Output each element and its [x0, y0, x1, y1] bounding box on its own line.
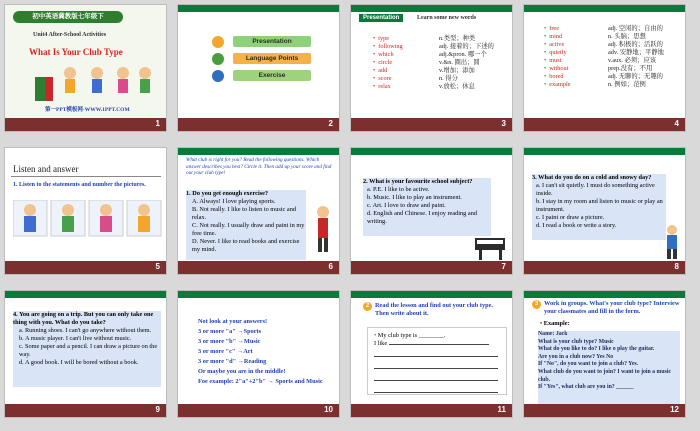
top-bar: [524, 5, 685, 12]
slide-thumbnail-5[interactable]: [4, 147, 167, 275]
answer-option[interactable]: c. Art. I love to draw and paint.: [367, 202, 446, 209]
answer-option[interactable]: a. Running shoes. I can't go anywhere without them.: [19, 327, 152, 334]
rule-line: Not look at your answers!: [198, 318, 268, 325]
slide-thumbnail-6[interactable]: [177, 147, 340, 275]
meaning-item: adj.&pron. 哪一个: [439, 51, 487, 58]
picture-row: [13, 200, 163, 238]
word-item: • type: [373, 35, 403, 43]
answer-option[interactable]: D. Never. I like to read books and exercise my mind.: [192, 238, 300, 253]
slide-number: 5: [155, 262, 160, 271]
answer-option[interactable]: a. P.E. I like to be active.: [367, 186, 430, 193]
menu-item-presentation[interactable]: Presentation: [233, 36, 311, 47]
question-box: [13, 311, 161, 387]
slide-thumbnail-10[interactable]: [177, 290, 340, 418]
top-bar: [524, 291, 685, 298]
menu-item-exercise[interactable]: Exercise: [233, 70, 311, 81]
slide-number: 12: [670, 405, 679, 414]
meaning-list: [608, 25, 664, 89]
rule-line: 3 or more "c" →Art: [198, 348, 253, 355]
word-item: • circle: [373, 59, 403, 67]
writing-line[interactable]: [374, 384, 500, 396]
word-item: • which: [373, 51, 403, 59]
meaning-item: v.增加；添加: [439, 67, 475, 74]
slide-strip: [351, 261, 512, 274]
lesson-title: What Is Your Club Type: [29, 47, 123, 57]
word-item: • without: [544, 65, 571, 73]
slide-strip: [524, 261, 685, 274]
slide-thumbnail-7[interactable]: [350, 147, 513, 275]
answer-option[interactable]: C. Not really. I usually draw and paint in my free time.: [192, 222, 305, 237]
musician-illustration: [660, 224, 684, 260]
answer-option[interactable]: c. Some paper and a pencil. I can draw a picture on the way.: [19, 343, 158, 358]
slide-thumbnail-9[interactable]: [4, 290, 167, 418]
scoring-rules: [198, 317, 323, 387]
rule-line: 3 or more "b" →Music: [198, 338, 261, 345]
word-item: • score: [373, 75, 403, 83]
word-item: • must: [544, 57, 571, 65]
meaning-item: adj. 积极的；活跃的: [608, 41, 663, 48]
slide-strip: [524, 404, 685, 417]
meaning-item: n.类型；种类: [439, 35, 476, 42]
title-banner: 初中英语冀教版七年级下: [13, 11, 123, 23]
meaning-item: v.放松；休息: [439, 83, 475, 90]
unit-title: Unit4 After-School Activities: [33, 32, 107, 38]
example-line: What club do you want to join? I want to join a music club.: [538, 368, 672, 383]
answer-option[interactable]: d. I read a book or write a story.: [536, 222, 617, 229]
meaning-item: adv. 安静地；平静地: [608, 49, 664, 56]
slide-title: Listen and answer: [13, 164, 79, 174]
rule-line: 3 or more "d" →Reading: [198, 358, 267, 365]
listening-instruction: 1. Listen to the statements and number the pictures.: [13, 182, 146, 188]
kids-illustration: [35, 63, 155, 103]
question-box: [532, 174, 666, 240]
word-item: • quietly: [544, 49, 571, 57]
slide-strip: [5, 404, 166, 417]
rule-line: Or maybe you are in the middle!: [198, 368, 286, 375]
top-bar: [178, 5, 339, 12]
slide-thumbnail-1[interactable]: [4, 4, 167, 132]
top-bar: [351, 5, 512, 12]
rule-line: Foe example: 2"a"+2"b" → Sports and Music: [198, 378, 323, 385]
word-item: • active: [544, 41, 571, 49]
meaning-item: prep.没有；不用: [608, 65, 653, 72]
slide-number: 4: [674, 119, 679, 128]
writing-line[interactable]: [374, 348, 500, 360]
slide-number: 9: [155, 405, 160, 414]
meaning-item: n. 头脑；思想: [608, 33, 646, 40]
answer-option[interactable]: d. A good book. I will be bored without a book.: [19, 359, 139, 366]
slide-strip: [5, 118, 166, 131]
example-box: [538, 331, 680, 405]
word-item: • following: [373, 43, 403, 51]
meaning-item: adj. 接着的；下述的: [439, 43, 494, 50]
slide-thumbnail-3[interactable]: [350, 4, 513, 132]
answer-option[interactable]: a. I can't sit quietly. I must do something active inside.: [536, 182, 655, 197]
answer-option[interactable]: c. I paint or draw a picture.: [536, 214, 605, 221]
slide-number: 2: [328, 119, 333, 128]
writing-line[interactable]: [374, 360, 500, 372]
slide-thumbnail-4[interactable]: [523, 4, 686, 132]
top-bar: [178, 291, 339, 298]
slide-number: 3: [501, 119, 506, 128]
slide-strip: [351, 404, 512, 417]
answer-option[interactable]: d. English and Chinese. I enjoy reading and writing.: [367, 210, 477, 225]
word-item: • bored: [544, 73, 571, 81]
meaning-item: n. 例如；范例: [608, 81, 646, 88]
quiz-intro: What club is right for you? Read the following questions. Which answer describes you best? Circle it. Then add up your score and find out your club type!: [186, 157, 332, 176]
word-item: • add: [373, 67, 403, 75]
top-bar: [351, 148, 512, 155]
example-line: If "Yes", what club are you in? ______: [538, 384, 634, 391]
example-line: Name: Jack: [538, 331, 568, 337]
slide-strip: [524, 118, 685, 131]
answer-option[interactable]: b. I stay in my room and listen to music or play an instrument.: [536, 198, 663, 213]
word-item: • example: [544, 81, 571, 89]
slide-number: 6: [328, 262, 333, 271]
example-line: What is your club type? Music: [538, 338, 614, 345]
answer-option[interactable]: b. Music. I like to play an instrument.: [367, 194, 462, 201]
slide-thumbnail-11[interactable]: [350, 290, 513, 418]
slide-strip: [5, 261, 166, 274]
top-bar: [178, 148, 339, 155]
slide-strip: [178, 118, 339, 131]
question-text: 3. What do you do on a cold and snowy day?: [532, 174, 652, 181]
writing-box: [367, 327, 507, 395]
slide-strip: [178, 404, 339, 417]
word-item: • relax: [373, 83, 403, 91]
example-line: If "No", do you want to join a club? Yes.: [538, 361, 639, 368]
task-badge: 3: [532, 300, 541, 309]
example-label: • Example:: [540, 320, 570, 327]
section-heading: Learn some new words: [417, 15, 477, 21]
word-list: [544, 25, 571, 89]
top-bar: [351, 291, 512, 298]
meaning-item: v.&n. 圈出；圆: [439, 59, 480, 66]
answer-option[interactable]: B. Not really. I like to listen to music and relax.: [192, 206, 296, 221]
example-line: Are you in a club now? Yes No: [538, 353, 614, 360]
footer-site: 第一PPT模板网-WWW.1PPT.COM: [45, 107, 130, 113]
question-text: 2. What is your favourite school subject?: [363, 178, 473, 185]
answer-option[interactable]: b. A music player. I can't live without music.: [19, 335, 132, 342]
task-heading: Read the lesson and find out your club type. Then write about it.: [375, 302, 493, 317]
like-line: I like: [374, 340, 500, 348]
slide-thumbnail-12[interactable]: [523, 290, 686, 418]
slide-number: 8: [674, 262, 679, 271]
word-list: [373, 35, 403, 91]
word-item: • mind: [544, 33, 571, 41]
menu-item-language-points[interactable]: Language Points: [233, 53, 311, 64]
slide-number: 1: [155, 119, 160, 128]
slide-number: 7: [501, 262, 506, 271]
presentation-tag: Presentation: [359, 14, 403, 22]
meaning-list: [439, 35, 494, 91]
word-item: • free: [544, 25, 571, 33]
question-text: 1. Do you get enough exercise?: [186, 190, 269, 197]
top-bar: [524, 148, 685, 155]
rule-line: 3 or more "a" →Sports: [198, 328, 262, 335]
task-badge: 2: [363, 302, 372, 311]
task-heading: Work in groups. What's your club type? Interview your classmates and fill in the form.: [544, 300, 680, 315]
piano-illustration: [473, 232, 509, 260]
meaning-item: adj. 无聊的；无趣的: [608, 73, 663, 80]
question-box: [363, 178, 491, 236]
title-rule: [11, 176, 161, 177]
slide-thumbnail-2[interactable]: [177, 4, 340, 132]
answer-option[interactable]: A. Always! I love playing sports.: [192, 198, 276, 205]
slide-thumbnail-8[interactable]: [523, 147, 686, 275]
slide-strip: [351, 118, 512, 131]
example-line: What do you like to do? I like o play the guitar.: [538, 346, 655, 353]
slide-strip: [178, 261, 339, 274]
question-box: [186, 190, 306, 260]
question-text: 4. You are going on a trip. But you can only take one thing with you. What do you take?: [13, 311, 154, 326]
club-type-line: • My club type is ________.: [374, 332, 446, 339]
top-bar: [5, 291, 166, 298]
meaning-item: n. 得分: [439, 75, 458, 82]
meaning-item: adj. 空闲的；自由的: [608, 25, 663, 32]
meaning-item: v.aux. 必须；应该: [608, 57, 657, 64]
slide-number: 11: [497, 405, 506, 414]
writing-line[interactable]: [374, 372, 500, 384]
slide-number: 10: [324, 405, 333, 414]
dancer-illustration: [310, 204, 336, 254]
menu-icons: [208, 35, 228, 85]
